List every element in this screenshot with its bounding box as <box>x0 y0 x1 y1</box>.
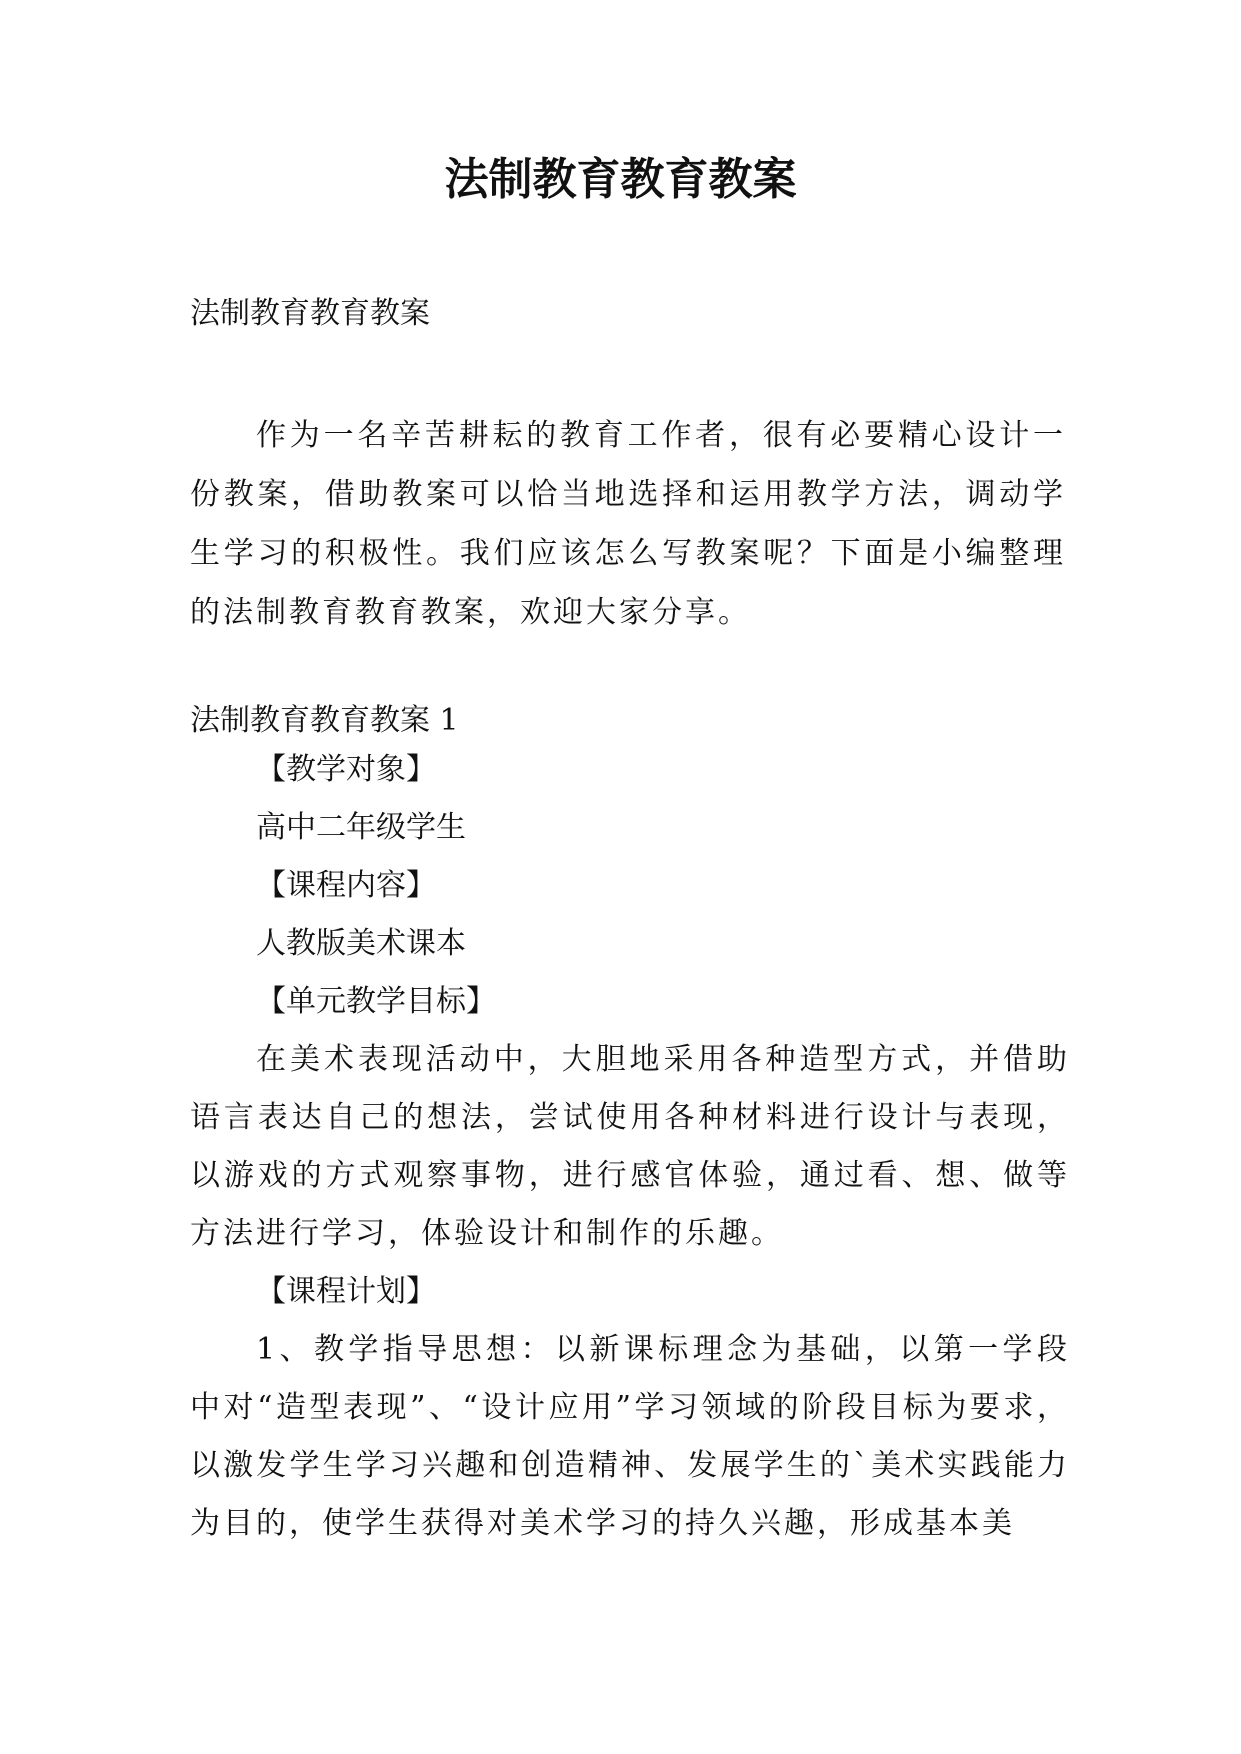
document-title: 法制教育教育教案 <box>444 154 797 205</box>
section-title: 法制教育教育教案 1 <box>190 703 459 738</box>
label-course-content: 【课程内容】 <box>256 868 436 903</box>
intro-paragraph: 作为一名辛苦耕耘的教育工作者，很有必要精心设计一份教案，借助教案可以恰当地选择和运用教学方法，调动学生学习的积极性。我们应该怎么写教案呢？下面是小编整理的法制教育教育教案，欢迎大家分享。 <box>190 418 1066 630</box>
lesson-body <box>190 741 1070 1553</box>
teaching-object: 高中二年级学生 <box>256 810 466 845</box>
label-teaching-object: 【教学对象】 <box>256 752 436 787</box>
document-subtitle: 法制教育教育教案 <box>190 296 430 331</box>
label-course-plan: 【课程计划】 <box>256 1274 436 1309</box>
course-plan-item-1: 1、教学指导思想：以新课标理念为基础，以第一学段中对“造型表现”、“设计应用”学习领域的阶段目标为要求，以激发学生学习兴趣和创造精神、发展学生的`美术实践能力为目的，使学生获得对美术学习的持久兴趣，形成基本美 <box>190 1332 1070 1541</box>
course-content: 人教版美术课本 <box>256 926 466 961</box>
unit-goal-paragraph: 在美术表现活动中，大胆地采用各种造型方式，并借助语言表达自己的想法，尝试使用各种材料进行设计与表现，以游戏的方式观察事物，进行感官体验，通过看、想、做等方法进行学习，体验设计和制作的乐趣。 <box>190 1042 1070 1251</box>
label-unit-goal: 【单元教学目标】 <box>256 984 496 1019</box>
